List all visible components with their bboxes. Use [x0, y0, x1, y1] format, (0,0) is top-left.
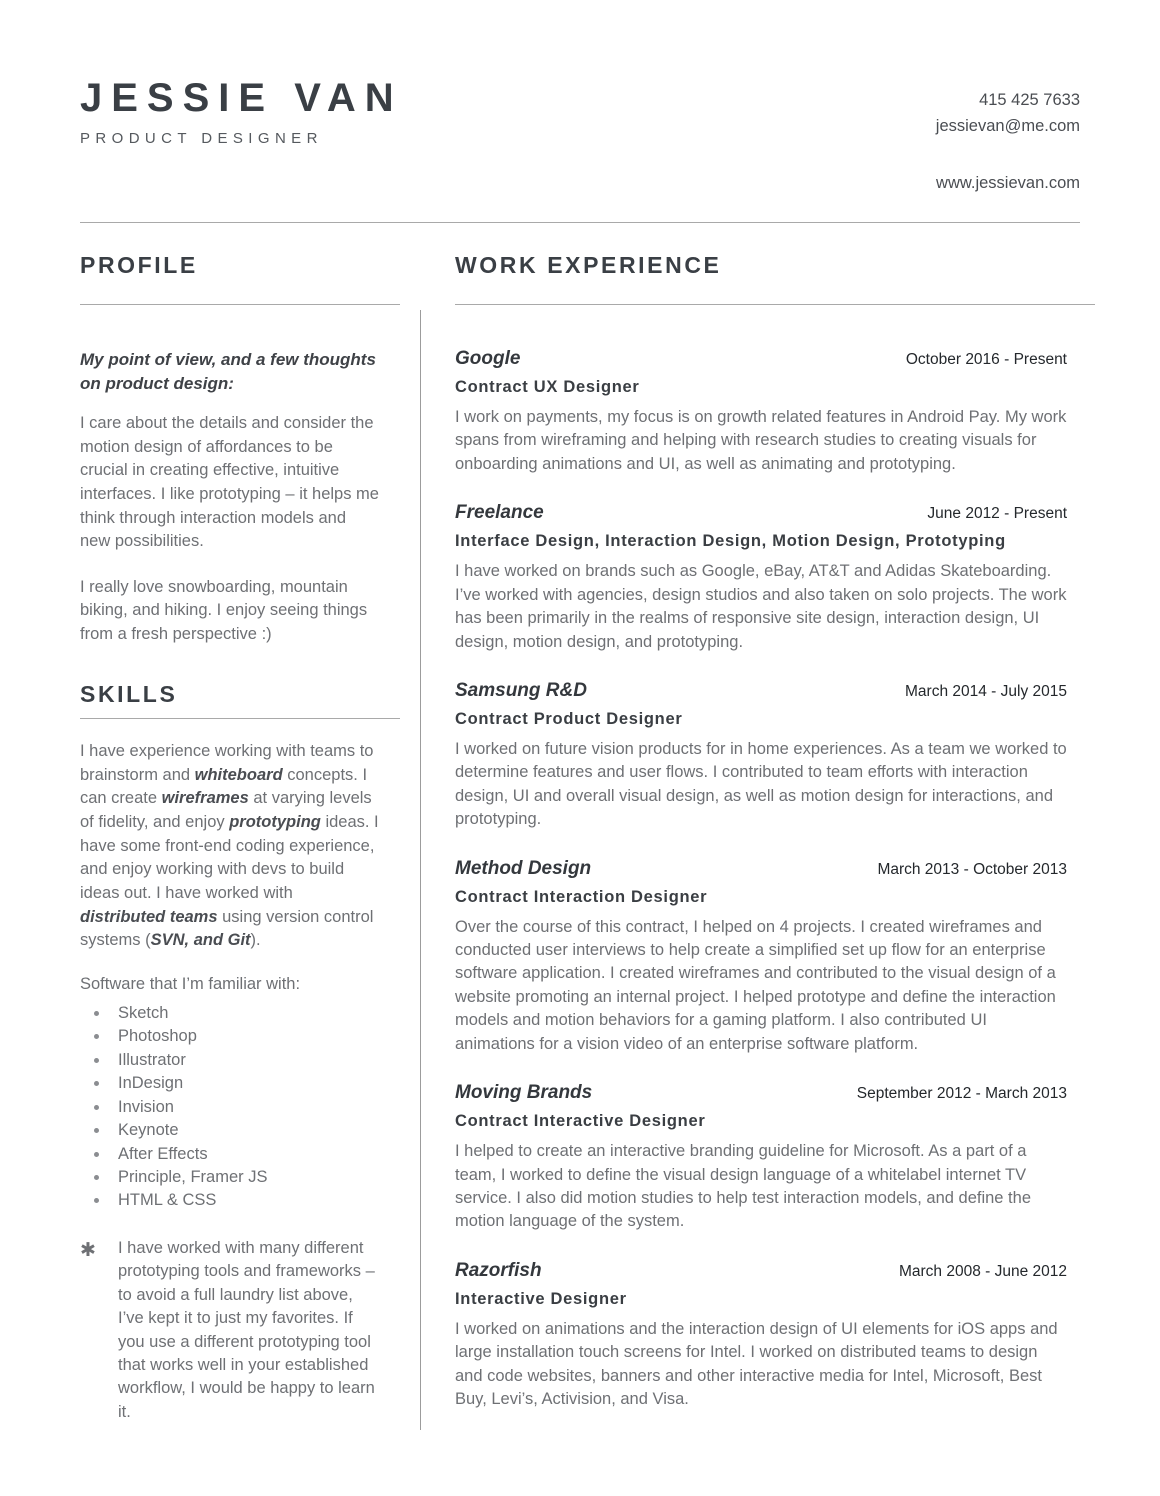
- skills-footnote: [80, 1237, 382, 1424]
- skills-paragraph: [80, 740, 382, 953]
- job-description: Over the course of this contract, I helped on 4 projects. I created wireframes and conducted user interviews to help create a simplified set up flow for an enterprise software application. I created wireframes and contributed to the visual design of a website promoting an internal project. I helped prototype and define the interaction models and motion behaviors for a gaming platform. I also contributed UI animations for a vision video of an enterprise software platform.: [455, 917, 1056, 1053]
- column-divider: [420, 310, 421, 1430]
- list-item: Sketch: [80, 1002, 382, 1025]
- asterisk-icon: ✱: [80, 1239, 96, 1261]
- job-entry: [455, 680, 1067, 832]
- list-item: Principle, Framer JS: [80, 1166, 382, 1189]
- header-divider: [80, 222, 1080, 223]
- software-label: Software that I’m familiar with:: [80, 975, 301, 994]
- job-header: [455, 1082, 1067, 1106]
- name-block: [80, 78, 403, 147]
- resume-header: [80, 78, 1080, 198]
- job-company: Samsung R&D: [455, 679, 587, 701]
- contact-phone: 415 425 7633: [979, 91, 1080, 109]
- list-item: Keynote: [80, 1119, 382, 1142]
- contact-email[interactable]: jessievan@me.com: [935, 116, 1080, 135]
- job-dates: June 2012 - Present: [927, 505, 1067, 523]
- job-description: I work on payments, my focus is on growth related features in Android Pay. My work spans from wireframing and helping with research studies to creating visuals for onboarding animations and UI, as well as animating and prototyping.: [455, 408, 1067, 473]
- profile-heading: PROFILE: [80, 252, 198, 278]
- job-header: [455, 1260, 1067, 1284]
- list-item: Photoshop: [80, 1025, 382, 1048]
- contact-website[interactable]: www.jessievan.com: [936, 174, 1080, 193]
- job-title: Contract Product Designer: [455, 709, 683, 728]
- skills-section: [80, 740, 382, 1424]
- work-experience-section: [455, 348, 1067, 1438]
- skills-text-1: I have experience working with teams to brainstorm and: [80, 742, 374, 784]
- skills-heading-rule: [80, 718, 400, 719]
- job-title: Interface Design, Interaction Design, Motion Design, Prototyping: [455, 532, 1006, 551]
- job-header: [455, 680, 1067, 704]
- job-company: Google: [455, 348, 521, 369]
- job-dates: March 2013 - October 2013: [877, 860, 1067, 878]
- job-company: Freelance: [455, 502, 544, 524]
- contact-block: [936, 88, 1080, 197]
- job-company: Razorfish: [455, 1259, 542, 1281]
- profile-heading-rule: [80, 304, 400, 305]
- job-description: I worked on animations and the interaction design of UI elements for iOS apps and large installation touch screens for Intel. I worked on distributed teams to design and code websites, banners and other interactive media for Intel, Microsoft, Best Buy, Levi’s, Activision, and Visa.: [455, 1319, 1058, 1409]
- job-title: Interactive Designer: [455, 1289, 627, 1308]
- skills-text-2: concepts. I can create: [80, 765, 368, 808]
- job-title: Contract UX Designer: [455, 378, 640, 396]
- list-item: HTML & CSS: [80, 1189, 382, 1212]
- job-entry: [455, 1082, 1067, 1234]
- job-header: [455, 348, 1067, 372]
- job-header: [455, 858, 1067, 882]
- skills-text-4: ideas. I have some front-end coding experience, and enjoy working with devs to build ideas out. I have worked with: [80, 813, 379, 903]
- list-item: Invision: [80, 1096, 382, 1119]
- profile-section: [80, 348, 380, 669]
- job-entry: [455, 858, 1067, 1057]
- list-item: After Effects: [80, 1143, 382, 1166]
- job-description: I have worked on brands such as Google, eBay, AT&T and Adidas Skateboarding. I’ve worked with agencies, design studios and also taken on solo projects. The work has been primarily in the realms of responsive site design, interaction design, UI design, motion design, and prototyping.: [455, 562, 1067, 651]
- list-item: Illustrator: [80, 1049, 382, 1072]
- job-dates: September 2012 - March 2013: [856, 1085, 1067, 1103]
- job-entry: [455, 502, 1067, 654]
- job-title: Contract Interaction Designer: [455, 887, 708, 906]
- job-header: [455, 502, 1067, 526]
- work-heading-rule: [455, 304, 1095, 305]
- job-entry: [455, 348, 1067, 476]
- job-description: I worked on future vision products for in home experiences. As a team we worked to determine features and user flows. I contributed to team efforts with interaction design, UI and overall visual design, as well as motion design for interactions, and prototyping.: [455, 739, 1067, 829]
- job-dates: March 2008 - June 2012: [898, 1262, 1067, 1280]
- profile-paragraph-2: I really love snowboarding, mountain biking, and hiking. I enjoy seeing things from a fresh perspective :): [80, 577, 368, 643]
- skills-emphasis-distributed-teams: distributed teams: [80, 907, 218, 926]
- skills-emphasis-whiteboard: whiteboard: [194, 765, 283, 784]
- candidate-name: JESSIE VAN: [80, 76, 403, 120]
- job-company: Method Design: [455, 857, 592, 879]
- job-dates: October 2016 - Present: [905, 351, 1067, 368]
- skills-text-6: ).: [250, 931, 261, 950]
- skills-emphasis-wireframes: wireframes: [161, 789, 249, 808]
- skills-text-3: at varying levels of fidelity, and enjoy: [80, 789, 372, 832]
- work-experience-heading: WORK EXPERIENCE: [455, 252, 722, 278]
- job-entry: [455, 1260, 1067, 1412]
- skills-footnote-text: I have worked with many different prototyping tools and frameworks – to avoid a full laundry list above, I’ve kept it to just my favorites. If you use a different prototyping tool that works well in your established workflow, I would be happy to learn it.: [118, 1238, 375, 1421]
- job-description: I helped to create an interactive branding guideline for Microsoft. As a part of a team, I worked to define the visual design language of a whitelabel internet TV service. I also did motion studies to help test interaction models, and define the motion language of the system.: [455, 1142, 1031, 1231]
- job-dates: March 2014 - July 2015: [905, 682, 1067, 700]
- skills-text-5: using version control systems (: [80, 907, 374, 950]
- job-title: Contract Interactive Designer: [455, 1112, 706, 1131]
- list-item: InDesign: [80, 1072, 382, 1095]
- profile-paragraph-1: I care about the details and consider the motion design of affordances to be crucial in creating effective, intuitive interfaces. I like prototyping – it helps me think through interaction models and new possibilities.: [80, 414, 379, 551]
- candidate-role: PRODUCT DESIGNER: [80, 130, 323, 147]
- job-company: Moving Brands: [455, 1082, 593, 1104]
- skills-heading: SKILLS: [80, 681, 178, 707]
- skills-emphasis-svn-git: SVN, and Git: [150, 931, 251, 950]
- profile-lead: My point of view, and a few thoughts on product design:: [80, 350, 376, 394]
- software-list: [80, 1002, 382, 1213]
- skills-emphasis-prototyping: prototyping: [229, 813, 321, 832]
